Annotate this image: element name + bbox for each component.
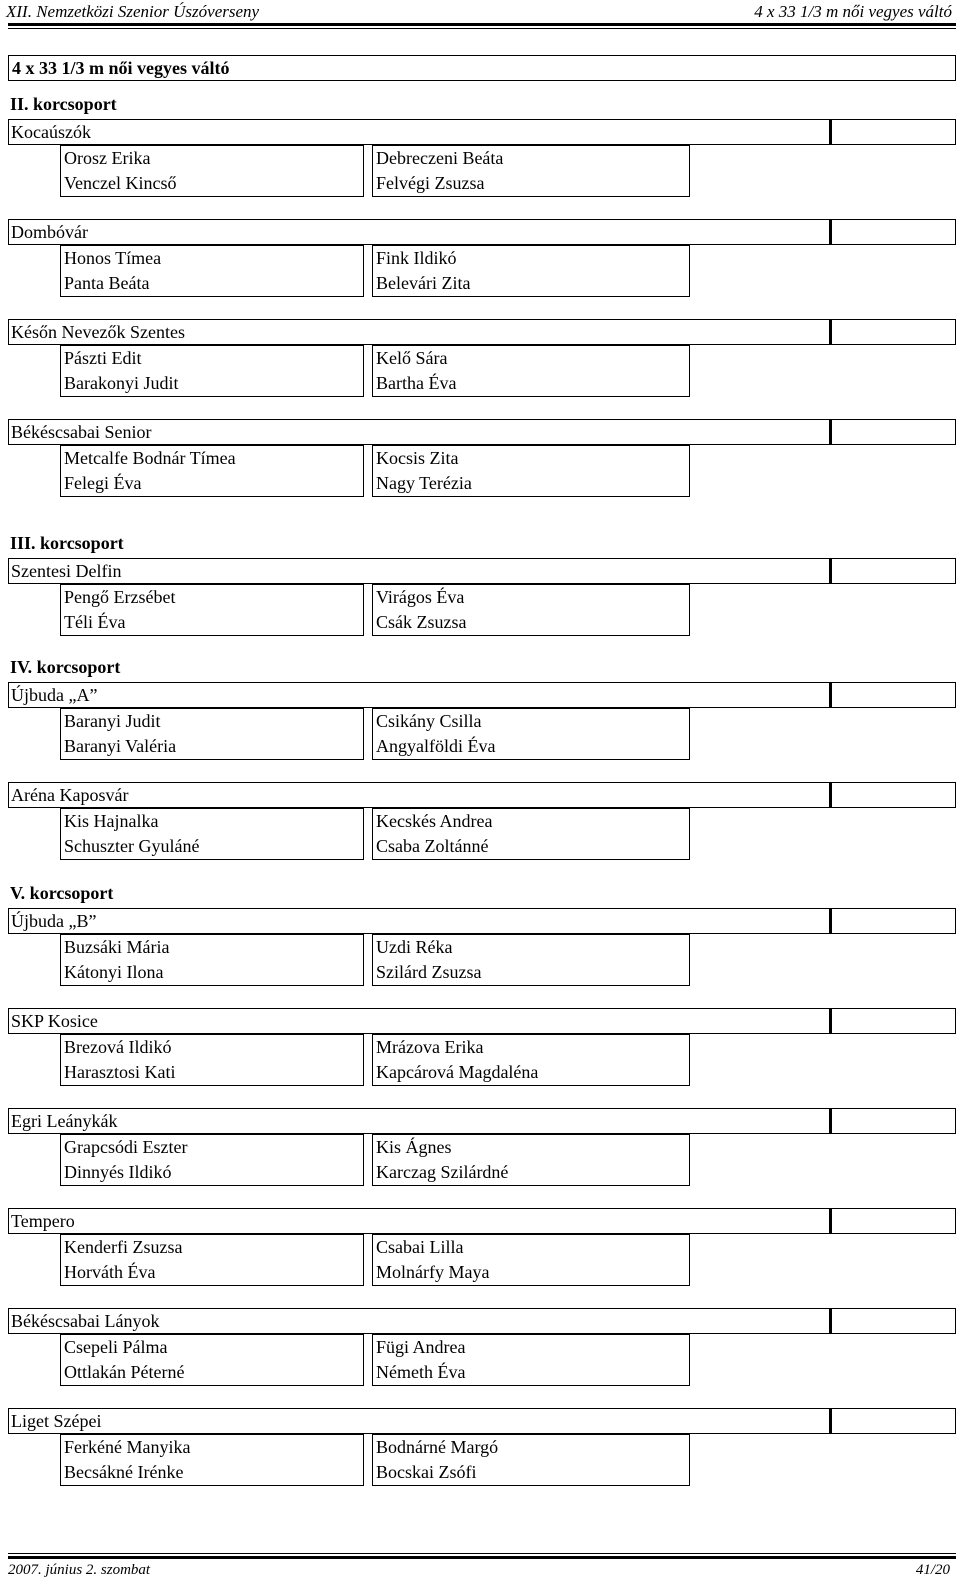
- swimmer-pair-right: [372, 708, 690, 760]
- swimmer-pair-right: [372, 145, 690, 197]
- swimmer-name: Panta Beáta: [64, 273, 150, 293]
- age-group-label: III. korcsoport: [10, 533, 124, 553]
- result-time-box: [830, 119, 956, 145]
- footer-date: 2007. június 2. szombat: [8, 1562, 151, 1578]
- header-competition-name: XII. Nemzetközi Szenior Úszóverseny: [6, 2, 260, 21]
- swimmer-name: Debreczeni Beáta: [376, 148, 504, 168]
- footer-rule-thick: [8, 1556, 956, 1559]
- swimmer-pair-right: [372, 445, 690, 497]
- swimmer-name: Csikány Csilla: [376, 711, 482, 731]
- swimmer-name: Angyalföldi Éva: [376, 736, 496, 756]
- swimmer-name: Kocsis Zita: [376, 448, 459, 468]
- page-header: [0, 0, 958, 24]
- swimmer-name: Schuszter Gyuláné: [64, 836, 200, 856]
- swimmer-pair-left: [60, 445, 364, 497]
- result-time-box: [830, 1008, 956, 1034]
- team-name: Liget Szépei: [8, 1408, 830, 1434]
- swimmer-pair-left: [60, 934, 364, 986]
- result-time-box: [830, 908, 956, 934]
- swimmer-name: Harasztosi Kati: [64, 1062, 176, 1082]
- swimmer-name: Szilárd Zsuzsa: [376, 962, 482, 982]
- swimmer-pair-left: [60, 1034, 364, 1086]
- result-time-box: [830, 1108, 956, 1134]
- swimmer-pair-left: [60, 708, 364, 760]
- swimmer-name: Belevári Zita: [376, 273, 471, 293]
- swimmer-name: Barakonyi Judit: [64, 373, 179, 393]
- swimmer-pair-right: [372, 1434, 690, 1486]
- swimmer-name: Felegi Éva: [64, 473, 142, 493]
- swimmer-name: Csepeli Pálma: [64, 1337, 168, 1357]
- swimmer-name: Mrázova Erika: [376, 1037, 484, 1057]
- swimmer-pair-left: [60, 1234, 364, 1286]
- result-time-box: [830, 419, 956, 445]
- swimmer-pair-left: [60, 584, 364, 636]
- swimmer-pair-right: [372, 1134, 690, 1186]
- swimmer-pair-left: [60, 345, 364, 397]
- header-rule-thick: [8, 23, 956, 26]
- swimmer-name: Téli Éva: [64, 612, 126, 632]
- swimmer-pair-left: [60, 808, 364, 860]
- swimmer-name: Uzdi Réka: [376, 937, 453, 957]
- swimmer-name: Karczag Szilárdné: [376, 1162, 509, 1182]
- swimmer-pair-right: [372, 934, 690, 986]
- swimmer-name: Horváth Éva: [64, 1262, 156, 1282]
- footer-page-number: 41/20: [915, 1562, 950, 1578]
- header-rule-thin: [8, 28, 956, 29]
- swimmer-pair-right: [372, 345, 690, 397]
- swimmer-name: Dinnyés Ildikó: [64, 1162, 172, 1182]
- page-footer: [0, 1560, 958, 1582]
- team-name: Szentesi Delfin: [8, 558, 830, 584]
- age-group-label: V. korcsoport: [10, 883, 114, 903]
- team-name: Dombóvár: [8, 219, 830, 245]
- swimmer-name: Baranyi Valéria: [64, 736, 177, 756]
- result-time-box: [830, 1408, 956, 1434]
- footer-rule-thin: [8, 1553, 956, 1554]
- swimmer-pair-right: [372, 1334, 690, 1386]
- team-name: Békéscsabai Senior: [8, 419, 830, 445]
- swimmer-name: Fügi Andrea: [376, 1337, 466, 1357]
- team-name: Békéscsabai Lányok: [8, 1308, 830, 1334]
- team-name: Aréna Kaposvár: [8, 782, 830, 808]
- swimmer-name: Molnárfy Maya: [376, 1262, 490, 1282]
- swimmer-name: Kátonyi Ilona: [64, 962, 164, 982]
- age-group-label: IV. korcsoport: [10, 657, 121, 677]
- swimmer-name: Buzsáki Mária: [64, 937, 170, 957]
- team-name: SKP Kosice: [8, 1008, 830, 1034]
- swimmer-name: Pengő Erzsébet: [64, 587, 176, 607]
- swimmer-name: Csák Zsuzsa: [376, 612, 467, 632]
- swimmer-name: Kecskés Andrea: [376, 811, 493, 831]
- swimmer-name: Fink Ildikó: [376, 248, 457, 268]
- result-time-box: [830, 219, 956, 245]
- swimmer-name: Kis Ágnes: [376, 1137, 452, 1157]
- swimmer-name: Bartha Éva: [376, 373, 457, 393]
- swimmer-name: Felvégi Zsuzsa: [376, 173, 485, 193]
- swimmer-name: Grapcsódi Eszter: [64, 1137, 188, 1157]
- swimmer-name: Pászti Edit: [64, 348, 142, 368]
- swimmer-name: Ferkéné Manyika: [64, 1437, 191, 1457]
- swimmer-name: Venczel Kincső: [64, 173, 177, 193]
- swimmer-pair-left: [60, 1134, 364, 1186]
- result-time-box: [830, 558, 956, 584]
- swimmer-name: Kis Hajnalka: [64, 811, 159, 831]
- swimmer-pair-right: [372, 1234, 690, 1286]
- result-time-box: [830, 682, 956, 708]
- swimmer-pair-right: [372, 245, 690, 297]
- swimmer-pair-right: [372, 808, 690, 860]
- swimmer-name: Csabai Lilla: [376, 1237, 464, 1257]
- result-time-box: [830, 319, 956, 345]
- swimmer-pair-left: [60, 1334, 364, 1386]
- team-name: Egri Leánykák: [8, 1108, 830, 1134]
- swimmer-name: Nagy Terézia: [376, 473, 472, 493]
- swimmer-pair-left: [60, 245, 364, 297]
- header-event-name: 4 x 33 1/3 m női vegyes váltó: [754, 2, 952, 21]
- swimmer-name: Kelő Sára: [376, 348, 448, 368]
- swimmer-name: Ottlakán Péterné: [64, 1362, 185, 1382]
- swimmer-name: Virágos Éva: [376, 587, 465, 607]
- swimmer-name: Bocskai Zsófi: [376, 1462, 477, 1482]
- result-time-box: [830, 1208, 956, 1234]
- event-title: 4 x 33 1/3 m női vegyes váltó: [8, 55, 956, 81]
- swimmer-name: Németh Éva: [376, 1362, 466, 1382]
- team-name: Újbuda „A”: [8, 682, 830, 708]
- swimmer-name: Becsákné Irénke: [64, 1462, 184, 1482]
- swimmer-name: Metcalfe Bodnár Tímea: [64, 448, 236, 468]
- swimmer-name: Orosz Erika: [64, 148, 151, 168]
- result-time-box: [830, 782, 956, 808]
- swimmer-name: Kapcárová Magdaléna: [376, 1062, 539, 1082]
- swimmer-name: Csaba Zoltánné: [376, 836, 489, 856]
- swimmer-name: Brezová Ildikó: [64, 1037, 172, 1057]
- team-name: Újbuda „B”: [8, 908, 830, 934]
- swimmer-pair-left: [60, 1434, 364, 1486]
- swimmer-name: Bodnárné Margó: [376, 1437, 499, 1457]
- team-name: Későn Nevezők Szentes: [8, 319, 830, 345]
- team-name: Kocaúszók: [8, 119, 830, 145]
- swimmer-pair-left: [60, 145, 364, 197]
- swimmer-name: Baranyi Judit: [64, 711, 161, 731]
- swimmer-pair-right: [372, 1034, 690, 1086]
- swimmer-pair-right: [372, 584, 690, 636]
- swimmer-name: Honos Tímea: [64, 248, 162, 268]
- swimmer-name: Kenderfi Zsuzsa: [64, 1237, 183, 1257]
- team-name: Tempero: [8, 1208, 830, 1234]
- age-group-label: II. korcsoport: [10, 94, 117, 114]
- result-time-box: [830, 1308, 956, 1334]
